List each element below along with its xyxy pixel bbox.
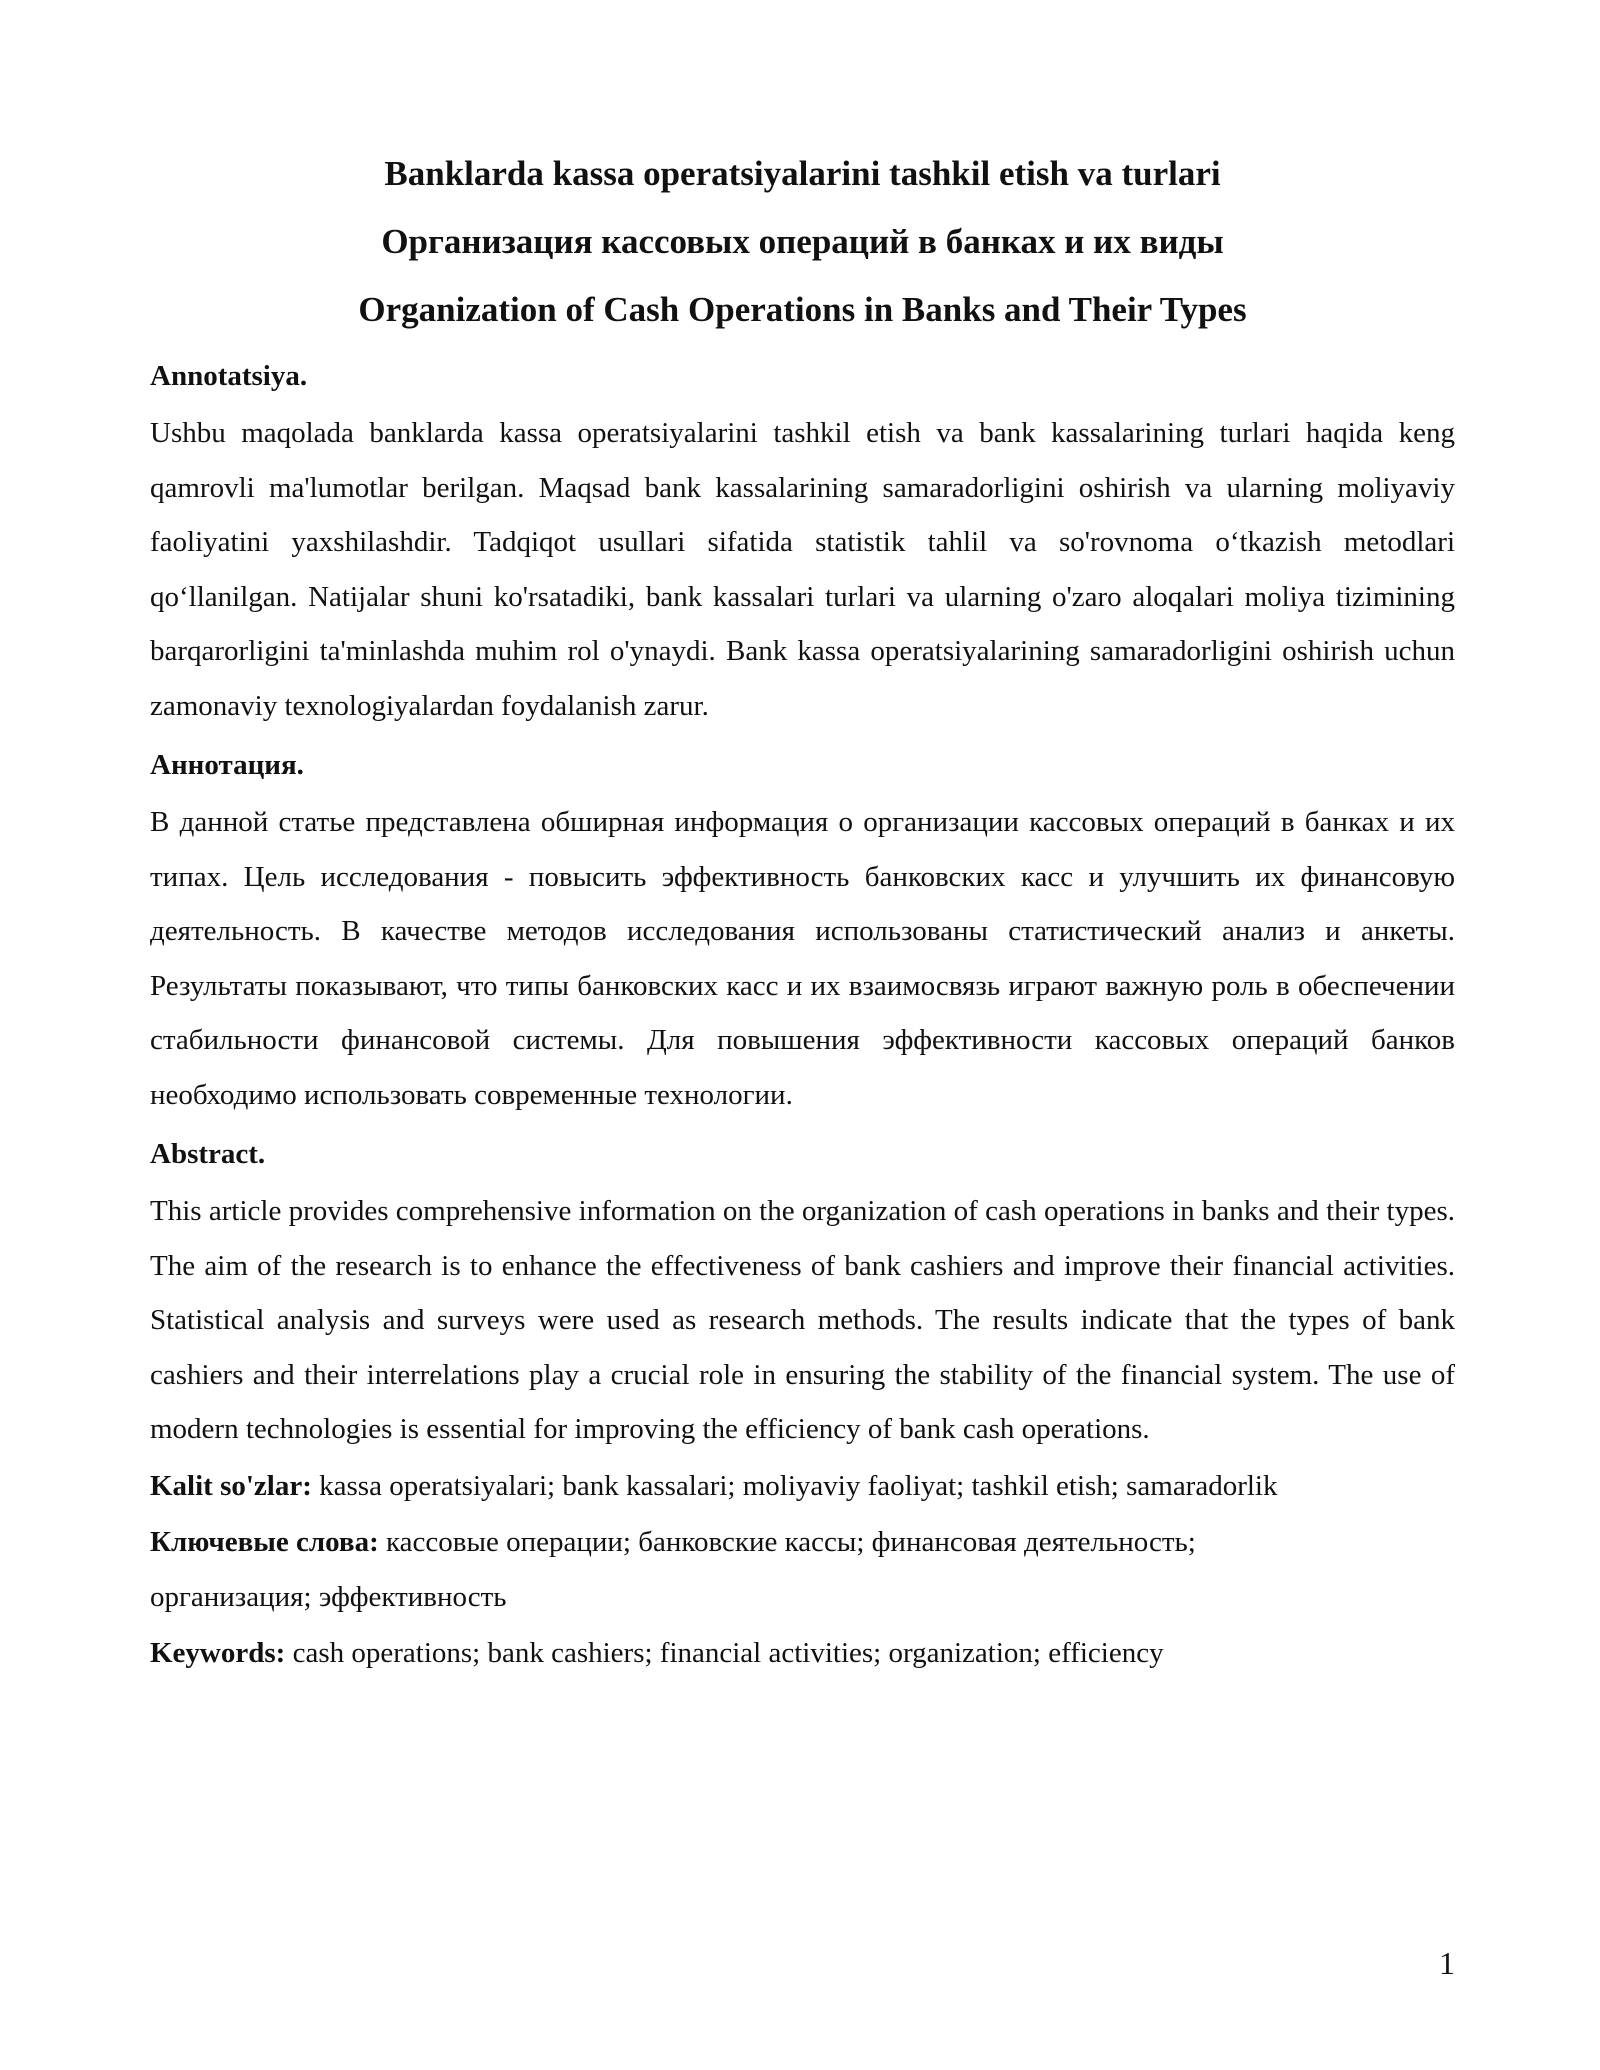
abstract-en-heading: Abstract. [150,1138,266,1170]
keywords-uz-label: Kalit so'zlar: [150,1469,312,1502]
keywords-ru-text: кассовые операции; банковские кассы; финансовая деятельность; [378,1526,1196,1558]
annotation-uz-text: Ushbu maqolada banklarda kassa operatsiyalarini tashkil etish va bank kassalarining turlari haqida keng qamrovli ma'lumotlar berilgan. Maqsad bank kassalarining samaradorligini oshirish va ularning moliyaviy faoliyatini yaxshilashdir. Tadqiqot usullari sifatida statistik tahlil va so'rovnoma o‘tkazish metodlari qo‘llanilgan. Natijalar shuni ko'rsatadiki, bank kassalari turlari va ularning o'zaro aloqalari moliya tizimining barqarorligini ta'minlashda muhim rol o'ynaydi. Bank kassa operatsiyalarining samaradorligini oshirish uchun zamonaviy texnologiyalardan foydalanish zarur. [150,417,1455,722]
page-number: 1 [1439,1945,1455,1981]
annotation-ru-text: В данной статье представлена обширная информация о организации кассовых операций в банках и их типах. Цель исследования - повысить эффективность банковских касс и улучшить их финансовую деятельность. В качестве методов исследования использованы статистический анализ и анкеты. Результаты показывают, что типы банковских касс и их взаимосвязь играют важную роль в обеспечении стабильности финансовой системы. Для повышения эффективности кассовых операций банков необходимо использовать современные технологии. [150,806,1455,1111]
keywords-en-label: Keywords: [150,1637,286,1669]
title-russian: Организация кассовых операций в банках и их виды [381,222,1224,261]
page-content [150,140,1455,1681]
annotation-uz-heading: Annotatsiya. [150,360,308,392]
annotation-ru-heading: Аннотация. [150,749,304,781]
keywords-en-text: cash operations; bank cashiers; financial activities; organization; efficiency [285,1637,1164,1669]
title-uzbek: Banklarda kassa operatsiyalarini tashkil etish va turlari [384,154,1221,193]
keywords-uz-text: kassa operatsiyalari; bank kassalari; moliyaviy faoliyat; tashkil etish; samaradorlik [311,1469,1278,1502]
keywords-ru-text-continued: организация; эффективность [150,1580,507,1613]
keywords-ru [150,1515,1455,1624]
keywords-uz [150,1459,1455,1514]
title-english: Organization of Cash Operations in Banks and Their Types [358,290,1247,329]
keywords-en [150,1626,1455,1681]
abstract-en-text: This article provides comprehensive information on the organization of cash operations in banks and their types. The aim of the research is to enhance the effectiveness of bank cashiers and improve their financial activities. Statistical analysis and surveys were used as research methods. The results indicate that the types of bank cashiers and their interrelations play a crucial role in ensuring the stability of the financial system. The use of modern technologies is essential for improving the efficiency of bank cash operations. [150,1195,1455,1445]
keywords-ru-label: Ключевые слова: [150,1526,379,1558]
